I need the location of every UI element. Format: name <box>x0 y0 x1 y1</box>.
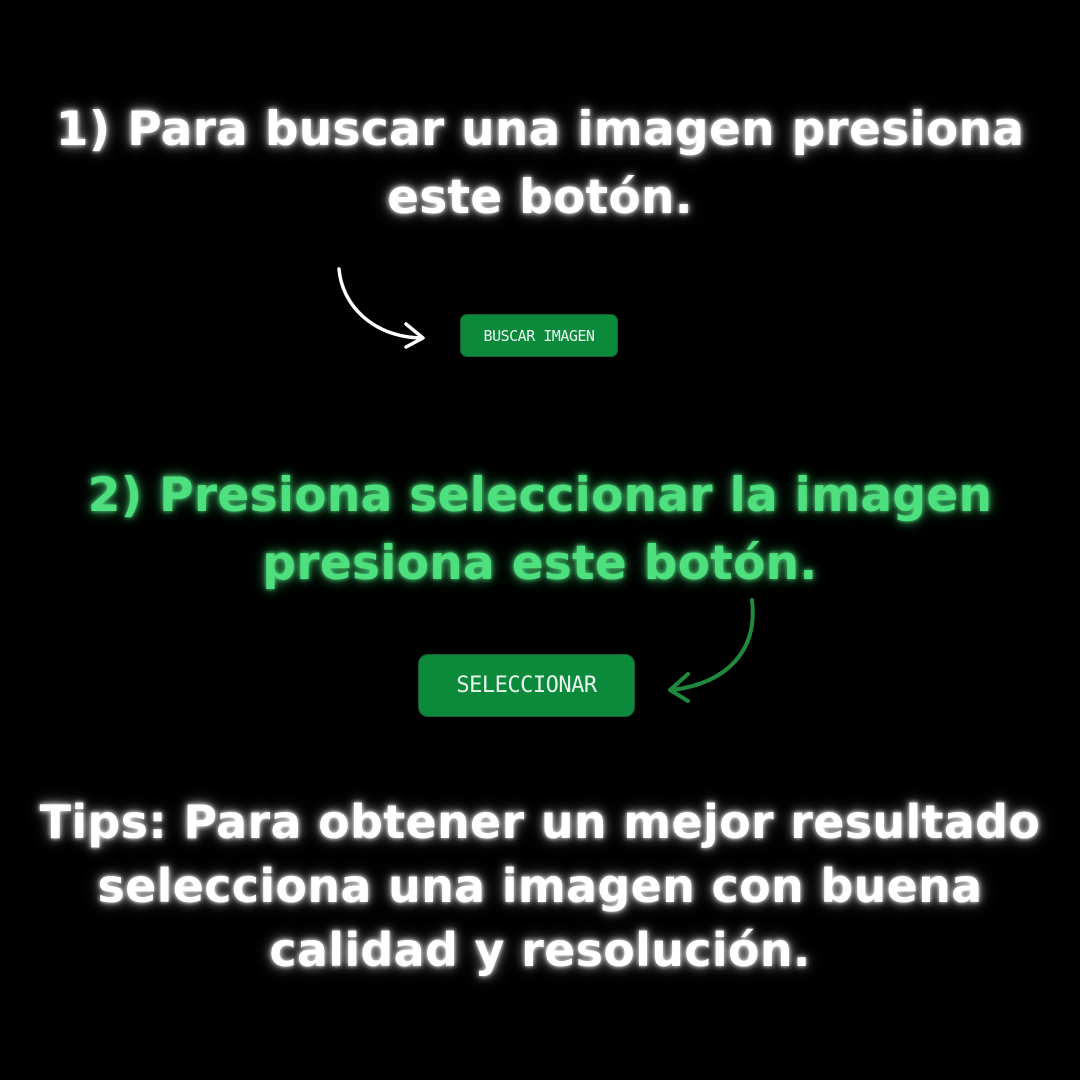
step2-instruction <box>0 462 1080 598</box>
tips-line2: selecciona una imagen con buena <box>97 859 983 913</box>
buscar-imagen-label: BUSCAR IMAGEN <box>483 326 595 345</box>
tips-line3: calidad y resolución. <box>269 923 811 977</box>
step1-line2: este botón. <box>387 170 693 225</box>
buscar-imagen-button[interactable] <box>460 314 618 357</box>
step2-line1: 2) Presiona seleccionar la imagen <box>87 468 993 523</box>
step1-line1: 1) Para buscar una imagen presiona <box>55 102 1025 157</box>
tips-text <box>0 790 1080 982</box>
step1-instruction <box>0 96 1080 232</box>
seleccionar-button[interactable] <box>418 654 635 717</box>
tips-line1: Tips: Para obtener un mejor resultado <box>39 795 1041 849</box>
seleccionar-label: SELECCIONAR <box>456 673 597 698</box>
step2-line2: presiona este botón. <box>262 536 818 591</box>
